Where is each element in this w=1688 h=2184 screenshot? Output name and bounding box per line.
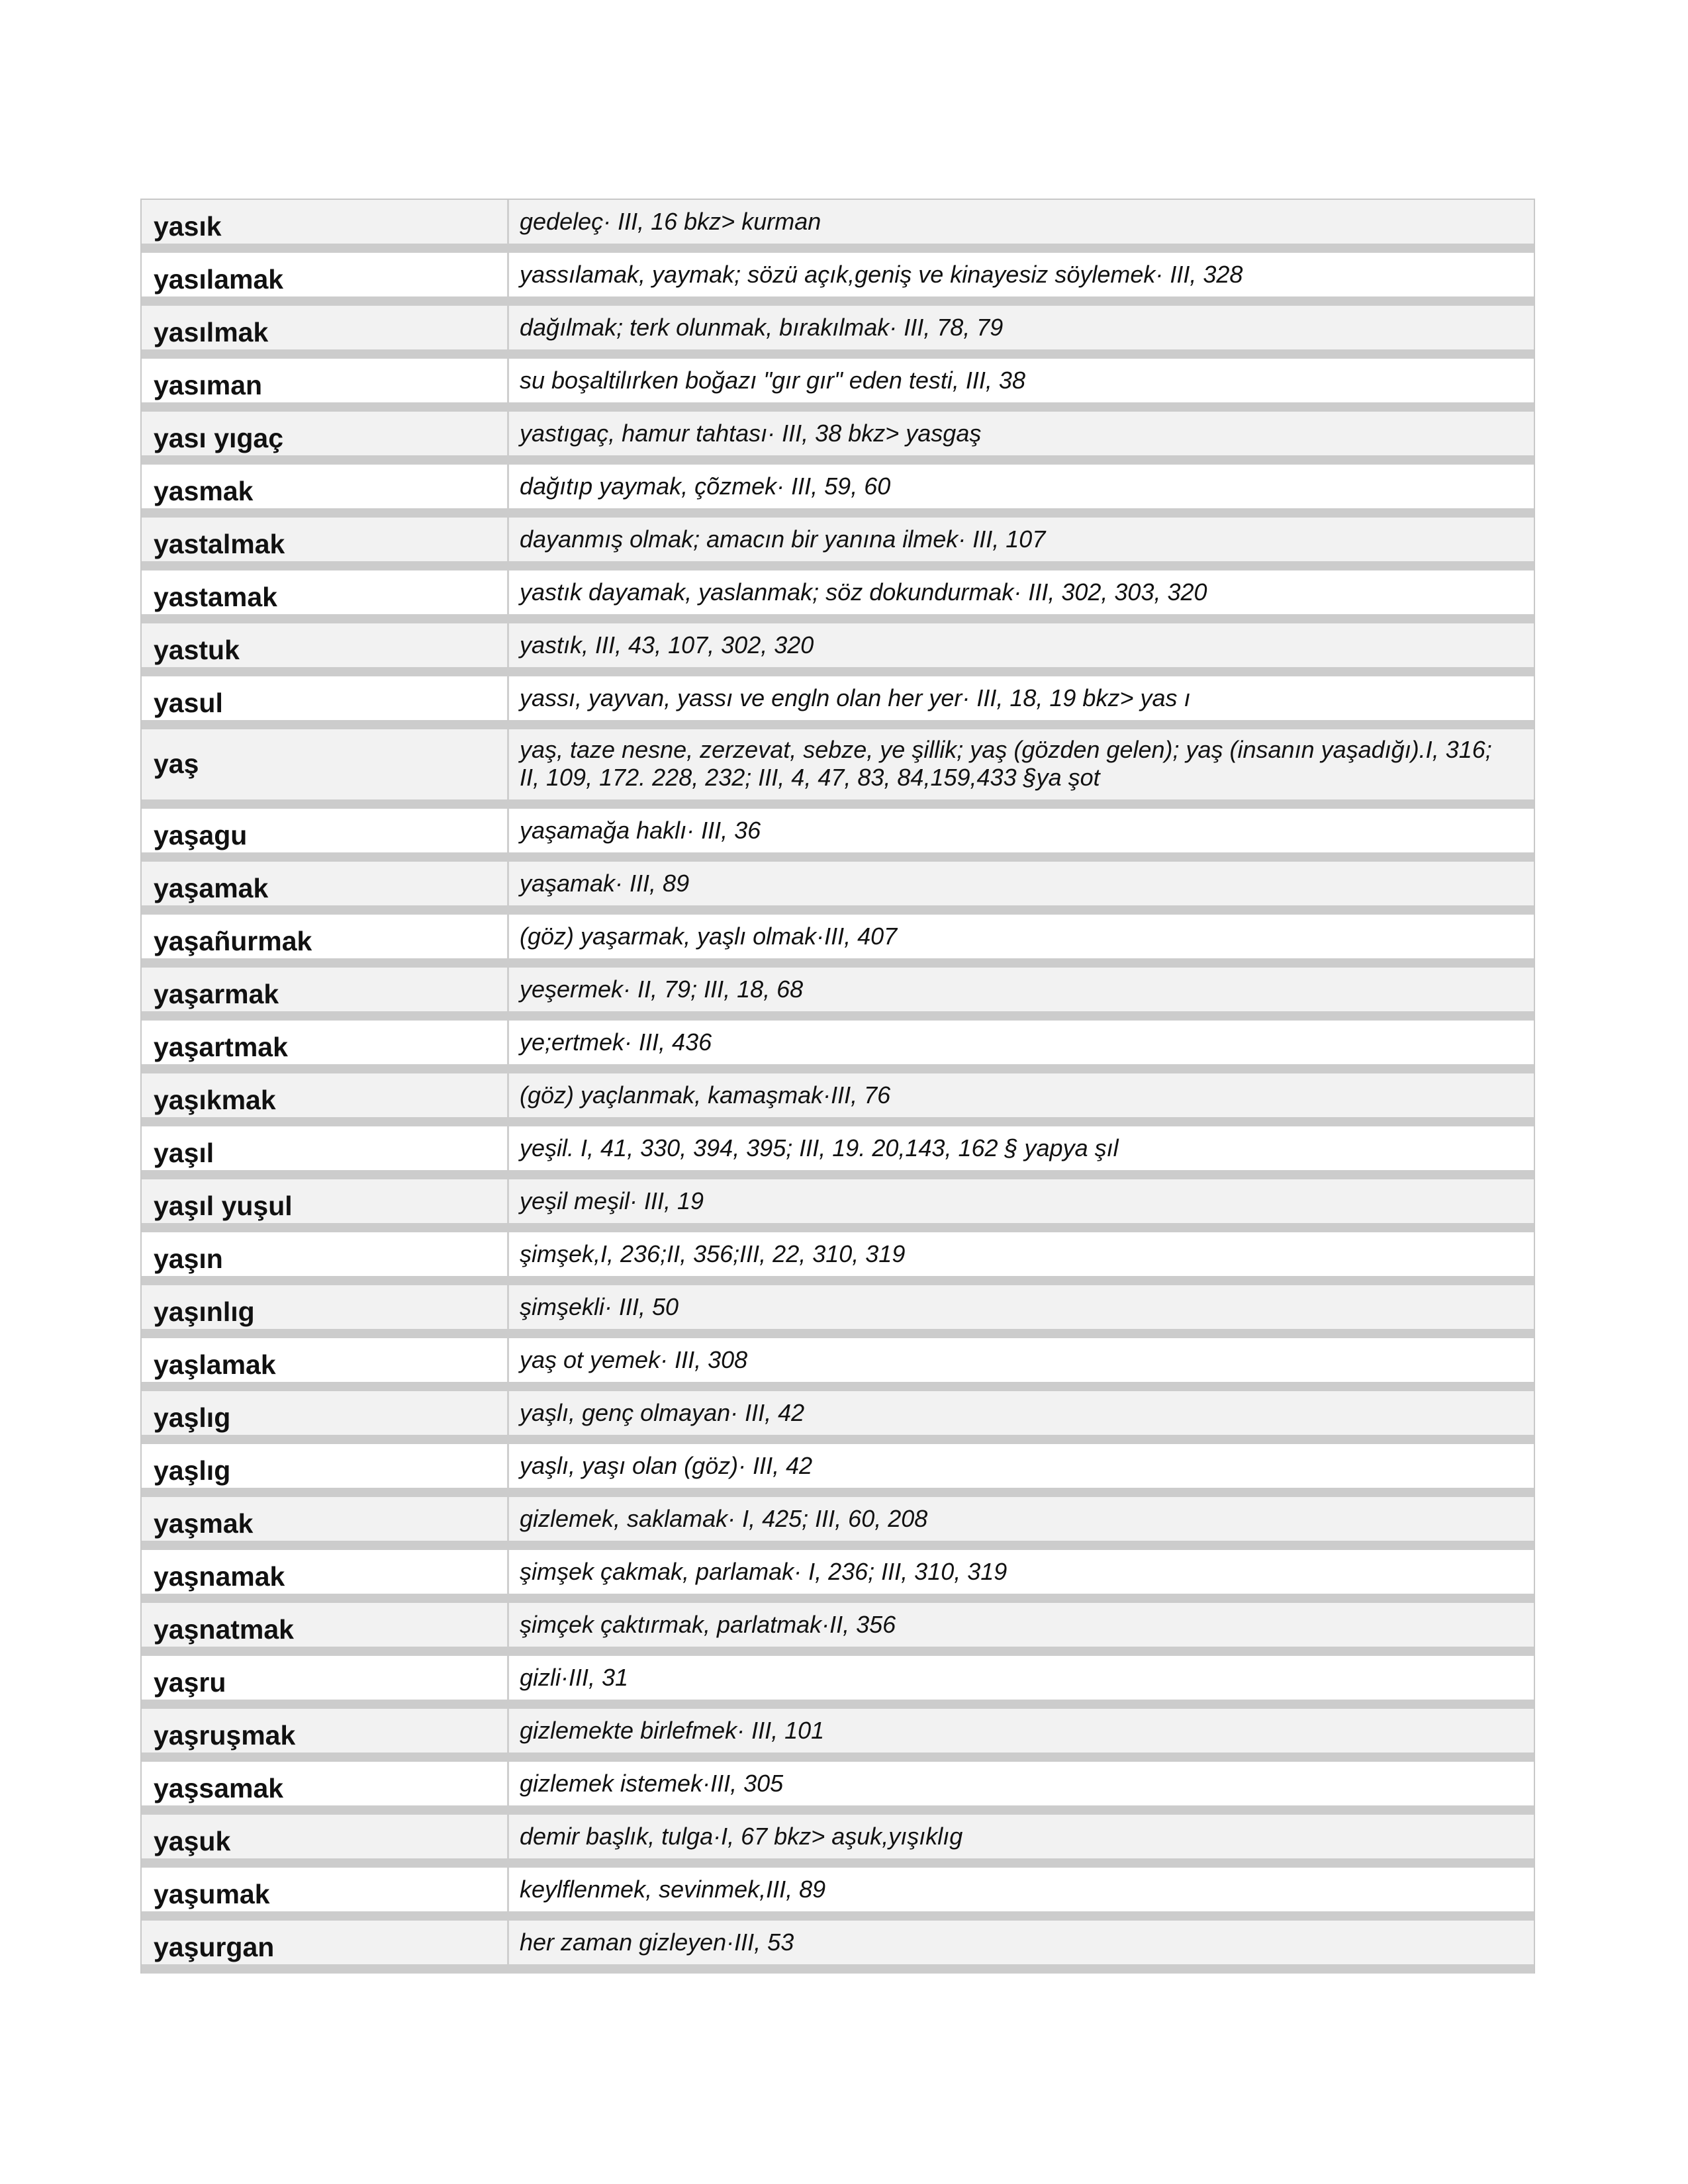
table-row: [142, 623, 1534, 676]
entry-definition: gedeleç· III, 16 bkz> kurman: [520, 208, 821, 235]
entry-term: yaşagu: [142, 809, 509, 852]
table-row: [142, 676, 1534, 729]
entry-definition: ye;ertmek· III, 436: [520, 1028, 712, 1056]
entry-definition: dayanmış olmak; amacın bir yanına ilmek· III, 107: [520, 525, 1046, 553]
table-row: [142, 1232, 1534, 1285]
entry-term: yaşnatmak: [142, 1603, 509, 1647]
entry-term: yaşartmak: [142, 1021, 509, 1064]
entry-term: yaşlıg: [142, 1444, 509, 1488]
entry-term: yaşañurmak: [142, 915, 509, 958]
table-row: [142, 1021, 1534, 1073]
entry-term: yaş: [142, 729, 509, 799]
table-row: [142, 1762, 1534, 1815]
entry-definition: gizlemek, saklamak· I, 425; III, 60, 208: [520, 1505, 928, 1532]
table-row: [142, 729, 1534, 809]
table-row: [142, 1285, 1534, 1338]
entry-term: yaşıl: [142, 1126, 509, 1170]
table-row: [142, 306, 1534, 359]
entry-definition: demir başlık, tulga·I, 67 bkz> aşuk,yışıklıg: [520, 1823, 963, 1850]
entry-definition: keylflenmek, sevinmek,III, 89: [520, 1876, 826, 1903]
entry-term: yaşnamak: [142, 1550, 509, 1594]
entry-definition: yaş, taze nesne, zerzevat, sebze, ye şillik; yaş (gözden gelen); yaş (insanın yaşadığı).I, 316; II, 109, 172. 228, 232; III, 4, 47, 83, 84,159,433 §ya şot: [520, 736, 1492, 791]
table-row: [142, 465, 1534, 518]
entry-term: yası yıgaç: [142, 412, 509, 455]
table-row: [142, 915, 1534, 968]
entry-definition: şimçek çaktırmak, parlatmak·II, 356: [520, 1611, 896, 1638]
entry-term: yaşumak: [142, 1868, 509, 1911]
entry-definition: yastıgaç, hamur tahtası· III, 38 bkz> yasgaş: [520, 420, 982, 447]
entry-term: yaşruşmak: [142, 1709, 509, 1752]
entry-definition: dağılmak; terk olunmak, bırakılmak· III, 78, 79: [520, 314, 1004, 341]
entry-term: yastuk: [142, 623, 509, 667]
entry-term: yaşlıg: [142, 1391, 509, 1435]
entry-definition: gizlemekte birlefmek· III, 101: [520, 1717, 825, 1744]
entry-term: yaşru: [142, 1656, 509, 1700]
entry-term: yasılmak: [142, 306, 509, 349]
table-row: [142, 253, 1534, 306]
entry-term: yasılamak: [142, 253, 509, 296]
table-row: [142, 1603, 1534, 1656]
entry-definition: yaşlı, genç olmayan· III, 42: [520, 1399, 805, 1426]
entry-definition: su boşaltilırken boğazı "gır gır" eden testi, III, 38: [520, 367, 1025, 394]
entry-definition: gizlemek istemek·III, 305: [520, 1770, 784, 1797]
table-row: [142, 1550, 1534, 1603]
entry-definition: şimşek çakmak, parlamak· I, 236; III, 310, 319: [520, 1558, 1008, 1585]
entry-definition: yastık, III, 43, 107, 302, 320: [520, 631, 814, 659]
entry-term: yaşmak: [142, 1497, 509, 1541]
table-row: [142, 200, 1534, 253]
entry-term: yaşın: [142, 1232, 509, 1276]
table-row: [142, 1656, 1534, 1709]
table-row: [142, 518, 1534, 570]
entry-definition: yassılamak, yaymak; sözü açık,geniş ve kinayesiz söylemek· III, 328: [520, 261, 1243, 288]
entry-definition: şimşek,I, 236;II, 356;III, 22, 310, 319: [520, 1240, 906, 1267]
entry-term: yaşlamak: [142, 1338, 509, 1382]
entry-definition: (göz) yaçlanmak, kamaşmak·III, 76: [520, 1081, 891, 1109]
dictionary-table: [140, 199, 1535, 1974]
table-row: [142, 412, 1534, 465]
table-row: [142, 968, 1534, 1021]
entry-term: yasul: [142, 676, 509, 720]
table-row: [142, 809, 1534, 862]
entry-term: yasmak: [142, 465, 509, 508]
entry-term: yaşınlıg: [142, 1285, 509, 1329]
entry-definition: yaşamağa haklı· III, 36: [520, 817, 761, 844]
table-row: [142, 359, 1534, 412]
entry-term: yastalmak: [142, 518, 509, 561]
table-row: [142, 1815, 1534, 1868]
entry-term: yasık: [142, 200, 509, 244]
table-row: [142, 1391, 1534, 1444]
table-row: [142, 1921, 1534, 1974]
table-row: [142, 1709, 1534, 1762]
entry-term: yaşuk: [142, 1815, 509, 1858]
entry-term: yastamak: [142, 570, 509, 614]
entry-definition: (göz) yaşarmak, yaşlı olmak·III, 407: [520, 923, 898, 950]
table-row: [142, 570, 1534, 623]
entry-definition: her zaman gizleyen·III, 53: [520, 1929, 794, 1956]
table-row: [142, 1073, 1534, 1126]
entry-definition: yaşlı, yaşı olan (göz)· III, 42: [520, 1452, 813, 1479]
entry-term: yaşsamak: [142, 1762, 509, 1805]
entry-definition: yeşil. I, 41, 330, 394, 395; III, 19. 20,143, 162 § yapya şıl: [520, 1134, 1119, 1161]
entry-definition: yeşil meşil· III, 19: [520, 1187, 704, 1214]
entry-definition: gizli·III, 31: [520, 1664, 629, 1691]
entry-definition: yassı, yayvan, yassı ve engln olan her yer· III, 18, 19 bkz> yas ı: [520, 684, 1191, 711]
table-row: [142, 1179, 1534, 1232]
entry-term: yaşarmak: [142, 968, 509, 1011]
table-row: [142, 1338, 1534, 1391]
table-row: [142, 1444, 1534, 1497]
entry-term: yaşurgan: [142, 1921, 509, 1964]
entry-definition: şimşekli· III, 50: [520, 1293, 679, 1320]
entry-term: yasıman: [142, 359, 509, 402]
entry-term: yaşıkmak: [142, 1073, 509, 1117]
entry-definition: yaş ot yemek· III, 308: [520, 1346, 748, 1373]
table-row: [142, 1868, 1534, 1921]
table-row: [142, 862, 1534, 915]
entry-definition: yastık dayamak, yaslanmak; söz dokundurmak· III, 302, 303, 320: [520, 578, 1207, 606]
entry-term: yaşıl yuşul: [142, 1179, 509, 1223]
entry-definition: dağıtıp yaymak, çõzmek· III, 59, 60: [520, 473, 891, 500]
table-row: [142, 1497, 1534, 1550]
entry-definition: yaşamak· III, 89: [520, 870, 690, 897]
table-row: [142, 1126, 1534, 1179]
entry-term: yaşamak: [142, 862, 509, 905]
entry-definition: yeşermek· II, 79; III, 18, 68: [520, 976, 804, 1003]
